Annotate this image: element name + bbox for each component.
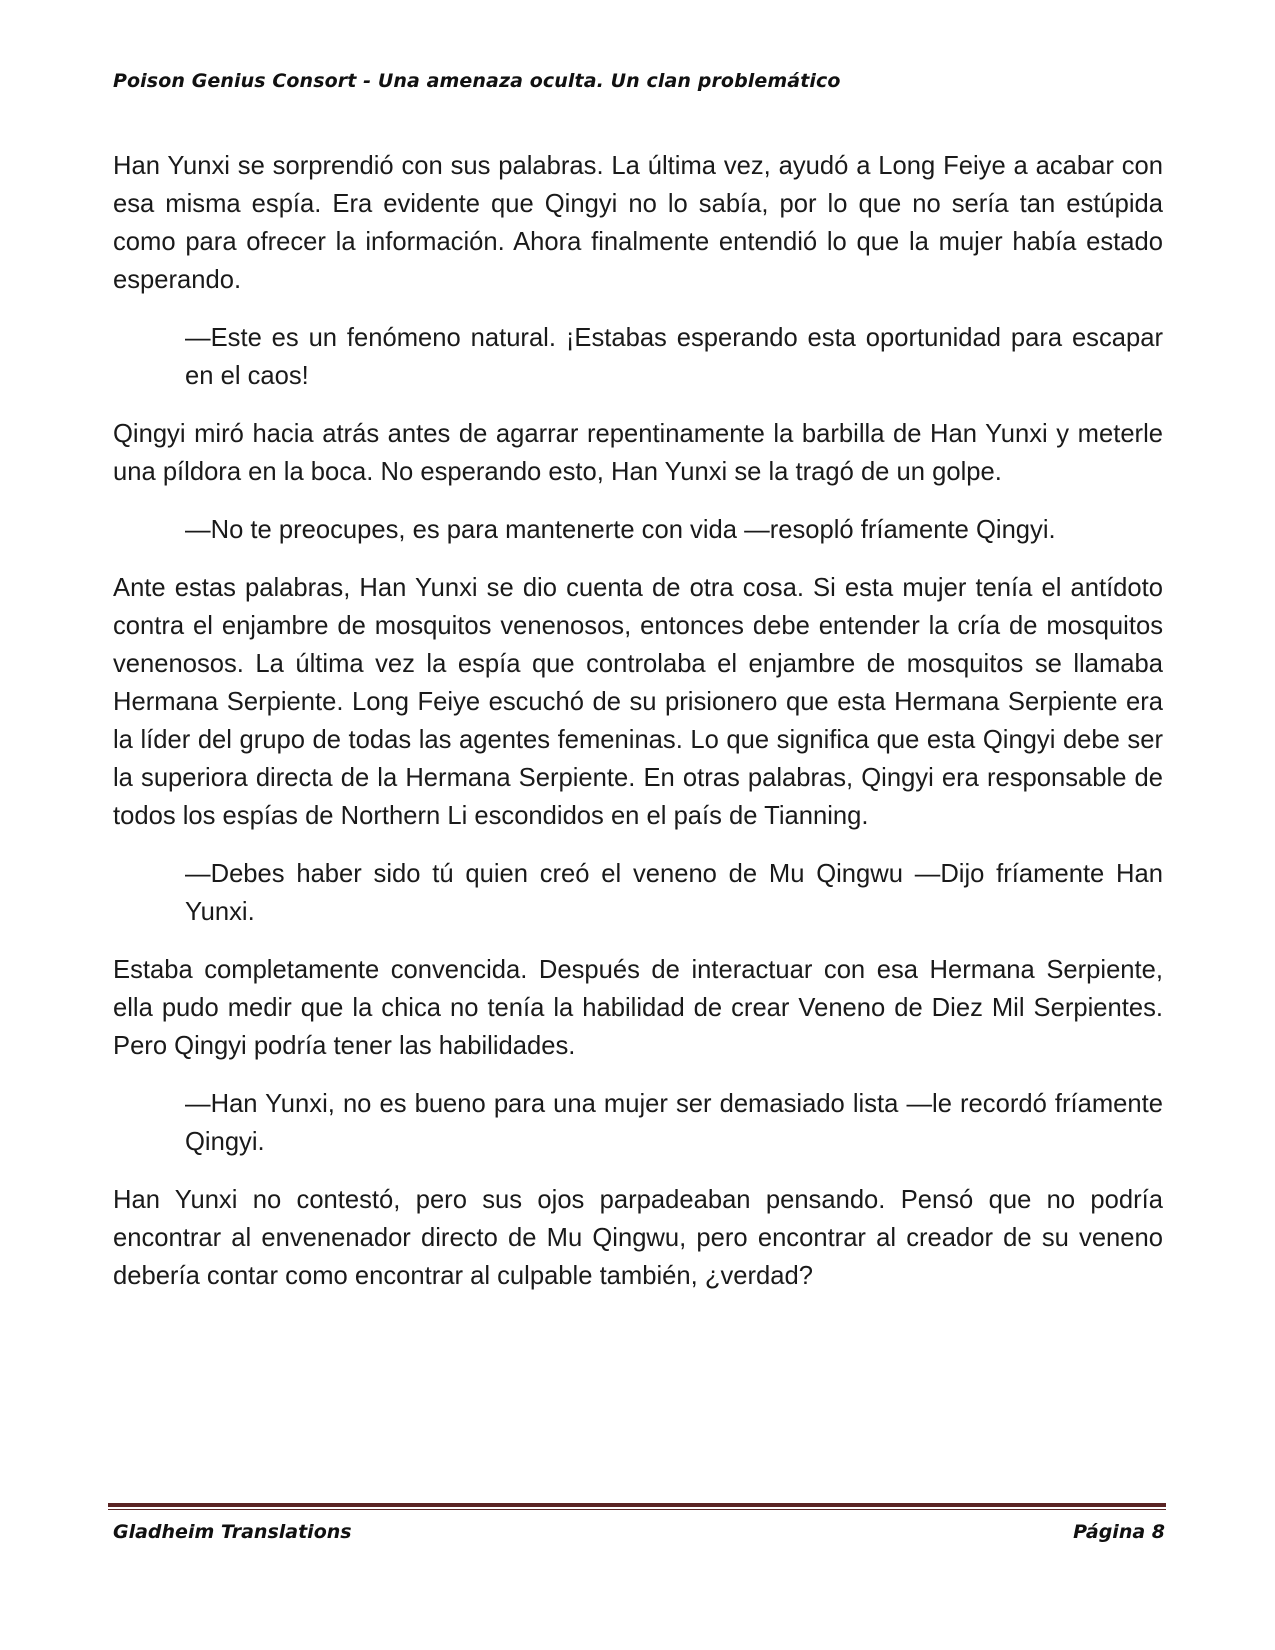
paragraph-5: Han Yunxi no contestó, pero sus ojos parpadeaban pensando. Pensó que no podría encontrar al envenenador directo de Mu Qingwu, pero encontrar al creador de su veneno debería contar como encontrar al culpable también, ¿verdad?	[113, 1186, 1163, 1290]
footer-divider-thick	[108, 1503, 1166, 1507]
dialogue-3: —Debes haber sido tú quien creó el veneno de Mu Qingwu —Dijo fríamente Han Yunxi.	[185, 860, 1163, 926]
paragraph-2: Qingyi miró hacia atrás antes de agarrar repentinamente la barbilla de Han Yunxi y meterle una píldora en la boca. No esperando esto, Han Yunxi se la tragó de un golpe.	[113, 420, 1163, 486]
dialogue-2: —No te preocupes, es para mantenerte con vida —resopló fríamente Qingyi.	[185, 516, 1056, 544]
paragraph-1: Han Yunxi se sorprendió con sus palabras. La última vez, ayudó a Long Feiye a acabar con esa misma espía. Era evidente que Qingyi no lo sabía, por lo que no sería tan estúpida como para ofrecer la información. Ahora finalmente entendió lo que la mujer había estado esperando.	[113, 152, 1163, 294]
paragraph-3: Ante estas palabras, Han Yunxi se dio cuenta de otra cosa. Si esta mujer tenía el antídoto contra el enjambre de mosquitos venenosos, entonces debe entender la cría de mosquitos venenosos. La última vez la espía que controlaba el enjambre de mosquitos se llamaba Hermana Serpiente. Long Feiye escuchó de su prisionero que esta Hermana Serpiente era la líder del grupo de todas las agentes femeninas. Lo que significa que esta Qingyi debe ser la superiora directa de la Hermana Serpiente. En otras palabras, Qingyi era responsable de todos los espías de Northern Li escondidos en el país de Tianning.	[113, 574, 1163, 830]
footer-divider-thin	[108, 1509, 1166, 1510]
footer-publisher: Gladheim Translations	[113, 1521, 352, 1543]
footer-divider	[108, 1503, 1166, 1510]
body-text	[113, 147, 1163, 1315]
running-header: Poison Genius Consort - Una amenaza oculta. Un clan problemático	[113, 70, 841, 92]
footer-page-number: Página 8	[1073, 1521, 1165, 1543]
dialogue-4: —Han Yunxi, no es bueno para una mujer ser demasiado lista —le recordó fríamente Qingyi.	[185, 1090, 1163, 1156]
dialogue-1: —Este es un fenómeno natural. ¡Estabas esperando esta oportunidad para escapar en el caos!	[185, 324, 1163, 390]
paragraph-4: Estaba completamente convencida. Después de interactuar con esa Hermana Serpiente, ella pudo medir que la chica no tenía la habilidad de crear Veneno de Diez Mil Serpientes. Pero Qingyi podría tener las habilidades.	[113, 956, 1163, 1060]
